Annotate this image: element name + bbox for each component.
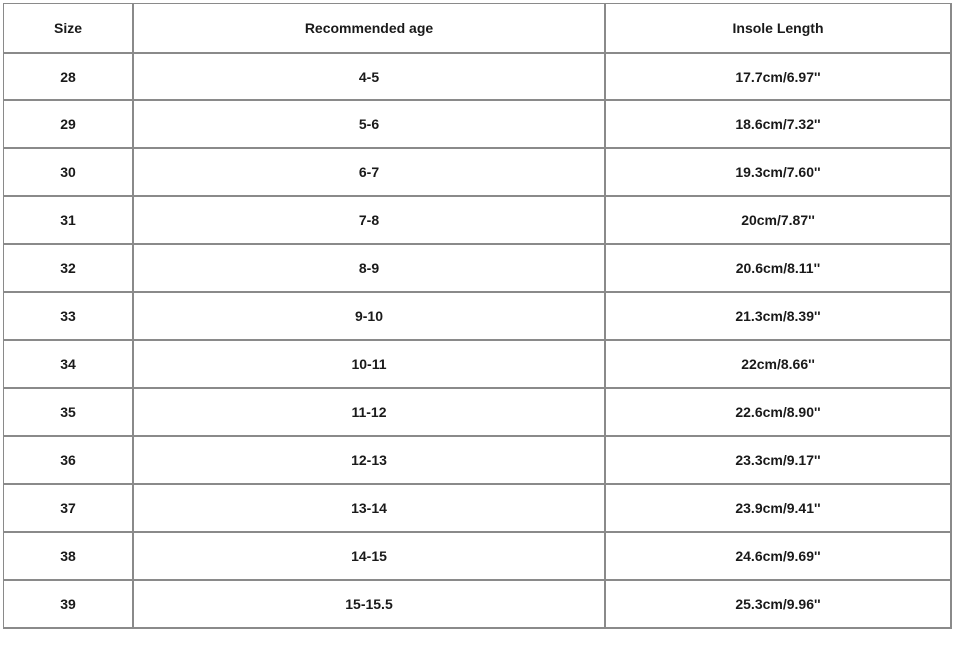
table-row [4, 197, 952, 245]
table-row [4, 293, 952, 341]
insole-length-cell: 20cm/7.87'' [606, 197, 952, 245]
table-row [4, 389, 952, 437]
size-cell: 29 [4, 101, 134, 149]
size-cell: 36 [4, 437, 134, 485]
age-cell: 11-12 [134, 389, 606, 437]
size-chart-table [3, 3, 952, 629]
age-cell: 4-5 [134, 53, 606, 101]
age-cell: 6-7 [134, 149, 606, 197]
table-row [4, 149, 952, 197]
size-cell: 34 [4, 341, 134, 389]
size-cell: 31 [4, 197, 134, 245]
header-insole-length: Insole Length [606, 4, 952, 53]
table-row [4, 101, 952, 149]
size-cell: 38 [4, 533, 134, 581]
table-row [4, 485, 952, 533]
size-cell: 37 [4, 485, 134, 533]
age-cell: 15-15.5 [134, 581, 606, 629]
insole-length-cell: 18.6cm/7.32'' [606, 101, 952, 149]
size-cell: 39 [4, 581, 134, 629]
table-row [4, 53, 952, 101]
header-row [4, 4, 952, 53]
age-cell: 13-14 [134, 485, 606, 533]
table-row [4, 245, 952, 293]
table-row [4, 533, 952, 581]
insole-length-cell: 23.9cm/9.41'' [606, 485, 952, 533]
age-cell: 14-15 [134, 533, 606, 581]
insole-length-cell: 17.7cm/6.97'' [606, 53, 952, 101]
insole-length-cell: 20.6cm/8.11'' [606, 245, 952, 293]
size-cell: 33 [4, 293, 134, 341]
age-cell: 5-6 [134, 101, 606, 149]
header-size: Size [4, 4, 134, 53]
size-cell: 28 [4, 53, 134, 101]
insole-length-cell: 25.3cm/9.96'' [606, 581, 952, 629]
table-row [4, 581, 952, 629]
age-cell: 8-9 [134, 245, 606, 293]
header-recommended-age: Recommended age [134, 4, 606, 53]
age-cell: 9-10 [134, 293, 606, 341]
insole-length-cell: 23.3cm/9.17'' [606, 437, 952, 485]
size-cell: 32 [4, 245, 134, 293]
size-cell: 30 [4, 149, 134, 197]
insole-length-cell: 21.3cm/8.39'' [606, 293, 952, 341]
size-cell: 35 [4, 389, 134, 437]
insole-length-cell: 22.6cm/8.90'' [606, 389, 952, 437]
insole-length-cell: 19.3cm/7.60'' [606, 149, 952, 197]
table-row [4, 341, 952, 389]
age-cell: 7-8 [134, 197, 606, 245]
table-row [4, 437, 952, 485]
age-cell: 12-13 [134, 437, 606, 485]
insole-length-cell: 24.6cm/9.69'' [606, 533, 952, 581]
insole-length-cell: 22cm/8.66'' [606, 341, 952, 389]
age-cell: 10-11 [134, 341, 606, 389]
